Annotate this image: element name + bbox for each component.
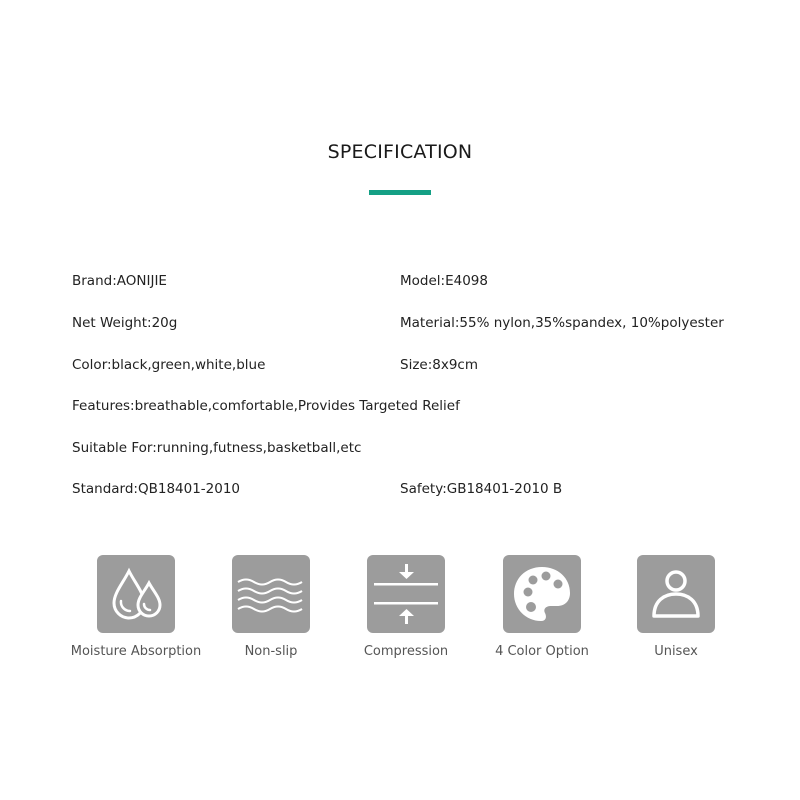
- spec-net-weight: Net Weight:20g: [72, 315, 178, 331]
- spec-brand: Brand:AONIJIE: [72, 273, 167, 289]
- feature-tile: [503, 555, 581, 633]
- title-underline: [369, 190, 431, 195]
- spec-size: Size:8x9cm: [400, 357, 479, 373]
- spec-model: Model:E4098: [400, 273, 488, 289]
- feature-label: 4 Color Option: [495, 644, 589, 659]
- waves-icon: [236, 574, 306, 614]
- feature-tile: [232, 555, 310, 633]
- page-title: SPECIFICATION: [327, 141, 473, 163]
- compression-arrows-icon: [371, 562, 441, 626]
- feature-label: Non-slip: [244, 644, 298, 659]
- feature-label: Unisex: [654, 644, 698, 659]
- feature-tile: [637, 555, 715, 633]
- spec-features: Features:breathable,comfortable,Provides Targeted Relief: [72, 398, 460, 414]
- spec-color: Color:black,green,white,blue: [72, 357, 266, 373]
- spec-standard: Standard:QB18401-2010: [72, 481, 241, 497]
- spec-material: Material:55% nylon,35%spandex, 10%polyester: [400, 315, 724, 331]
- palette-icon: [509, 561, 575, 627]
- person-icon: [643, 561, 709, 627]
- feature-tile: [367, 555, 445, 633]
- water-drops-icon: [103, 561, 169, 627]
- spec-suitable-for: Suitable For:running,futness,basketball,etc: [72, 440, 362, 456]
- feature-label: Moisture Absorption: [70, 644, 202, 659]
- feature-label: Compression: [363, 644, 449, 659]
- feature-tile: [97, 555, 175, 633]
- spec-safety: Safety:GB18401-2010 B: [400, 481, 563, 497]
